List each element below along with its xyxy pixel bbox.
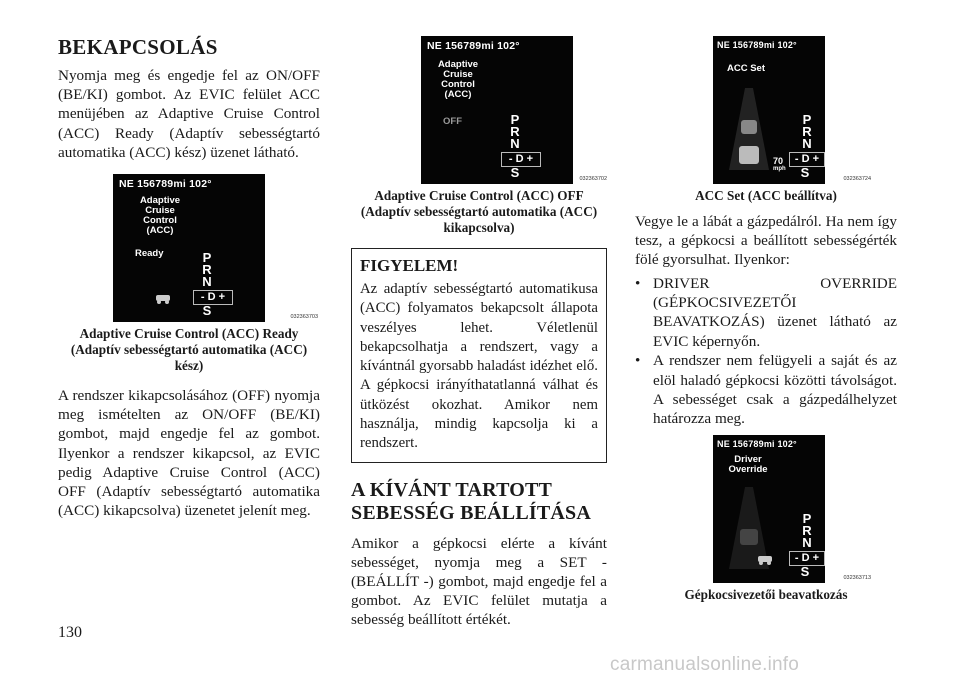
figure-acc-ready	[58, 174, 320, 322]
watermark: carmanualsonline.info	[610, 654, 800, 675]
odometer-readout: NE 156789mi 102°	[717, 438, 797, 449]
bullet-mark: •	[635, 274, 641, 292]
figure-driver-override	[713, 435, 873, 583]
section-title-bekapcsolas: BEKAPCSOLÁS	[58, 35, 218, 59]
column-right	[635, 36, 897, 603]
display-message: ACC Set	[727, 63, 766, 74]
column-middle	[351, 36, 607, 630]
display-status: OFF	[443, 116, 462, 127]
warning-heading: FIGYELEM!	[360, 256, 459, 275]
figure-code: 032363703	[290, 314, 318, 321]
figure-caption: Gépkocsivezetői beavatkozás	[684, 586, 848, 602]
gear-indicator: P R N	[202, 250, 212, 290]
display-acc-set	[713, 36, 825, 184]
figure-caption: Adaptive Cruise Control (ACC) OFF (Adaptív sebességtartó automatika (ACC) kikapcsolva)	[360, 188, 598, 235]
override-bullet-list	[635, 274, 897, 429]
gear-indicator: P R N	[802, 112, 812, 151]
figure-code: 032363713	[843, 574, 871, 581]
lane-graphic-icon	[721, 80, 777, 170]
release-pedal-paragraph: Vegye le a lábát a gázpedálról. Ha nem így tesz, a gépkocsi a beállított sebességérték fölé gyorsulhat. Ilyenkor:	[635, 213, 897, 269]
bullet-mark: •	[635, 352, 641, 370]
drive-indicator: - D +	[501, 152, 541, 167]
warning-text: Az adaptív sebességtartó automatikusa (ACC) folyamatos bekapcsolt állapota veszélyes lehet. Véletlenül bekapcsolhatja a rendszert, vagy a kívántnál gyorsabb haladást idézhet elő. A gépkocsi irányíthatatlanná válhat és ütközést okozhat. Amikor nem használja, mindig kapcsolja ki a rendszert.	[360, 281, 598, 452]
bullet-text: DRIVER OVERRIDE (GÉPKOCSIVEZETŐI BEAVATKOZÁS) üzenet látható az EVIC képernyőn.	[653, 274, 897, 350]
gear-indicator: P R N	[802, 510, 812, 550]
display-driver-override	[713, 435, 825, 583]
set-speed	[773, 156, 786, 172]
odometer-readout: NE 156789mi 102°	[717, 40, 797, 50]
set-speed-unit: mph	[773, 166, 786, 172]
drive-indicator: - D +	[789, 551, 825, 566]
set-speed-value: 70	[773, 156, 784, 166]
display-message: Adaptive Cruise Control (ACC)	[139, 195, 181, 237]
drive-indicator: - D +	[789, 152, 825, 167]
list-item	[635, 351, 897, 429]
list-item	[635, 274, 897, 352]
column-left	[58, 36, 320, 520]
intro-paragraph: Nyomja meg és engedje fel az ON/OFF (BE/KI) gombot. Az EVIC felület ACC menüjében az Adaptive Cruise Control (ACC) Ready (Adaptív sebességtartó automatika (ACC) kész) üzenet látható.	[58, 67, 320, 161]
display-message: Driver Override	[728, 453, 768, 475]
display-acc-off	[421, 36, 573, 184]
sport-indicator: S	[800, 165, 810, 180]
figure-caption: ACC Set (ACC beállítva)	[695, 188, 837, 203]
figure-acc-off	[421, 36, 609, 184]
speed-set-paragraph: Amikor a gépkocsi elérte a kívánt sebességet, nyomja meg a SET - (BEÁLLÍT -) gombot, majd engedje fel a gombot. Az EVIC felület mutatja a sebesség beállított értékét.	[351, 534, 607, 629]
bullet-text: A rendszer nem felügyeli a saját és az elöl haladó gépkocsi közötti távolságot. A sebességet csak a gázpedálhelyzet határozza meg.	[653, 352, 897, 428]
sport-indicator: S	[202, 303, 212, 319]
odometer-readout: NE 156789mi 102°	[427, 40, 520, 52]
display-message: Adaptive Cruise Control (ACC)	[437, 59, 479, 100]
odometer-readout: NE 156789mi 102°	[119, 178, 212, 191]
figure-acc-set	[713, 36, 873, 184]
figure-caption: Adaptive Cruise Control (ACC) Ready (Adaptív sebességtartó automatika (ACC) kész)	[70, 326, 308, 374]
off-paragraph: A rendszer kikapcsolásához (OFF) nyomja meg ismételten az ON/OFF (BE/KI) gombot, majd engedje fel az gombot. Ilyenkor a rendszer kikapcsol, az EVIC pedig Adaptive Cruise Control (ACC) OFF (Adaptív sebességtartó automatika (ACC) kikapcsolva) üzenetet jelenít meg.	[58, 387, 320, 520]
figure-code: 032363724	[843, 176, 871, 182]
sport-indicator: S	[800, 563, 810, 579]
car-distance-icon	[755, 553, 775, 567]
section-title-speed-set: A KÍVÁNT TARTOTT SEBESSÉG BEÁLLÍTÁSA	[351, 478, 592, 524]
sport-indicator: S	[510, 165, 520, 180]
figure-code: 032363702	[579, 176, 607, 182]
gear-indicator: P R N	[510, 112, 520, 151]
car-distance-icon	[153, 292, 173, 306]
display-status: Ready	[135, 248, 164, 260]
display-acc-ready	[113, 174, 265, 322]
drive-indicator: - D +	[193, 290, 233, 305]
warning-box	[351, 248, 607, 463]
page-number: 130	[58, 624, 82, 641]
